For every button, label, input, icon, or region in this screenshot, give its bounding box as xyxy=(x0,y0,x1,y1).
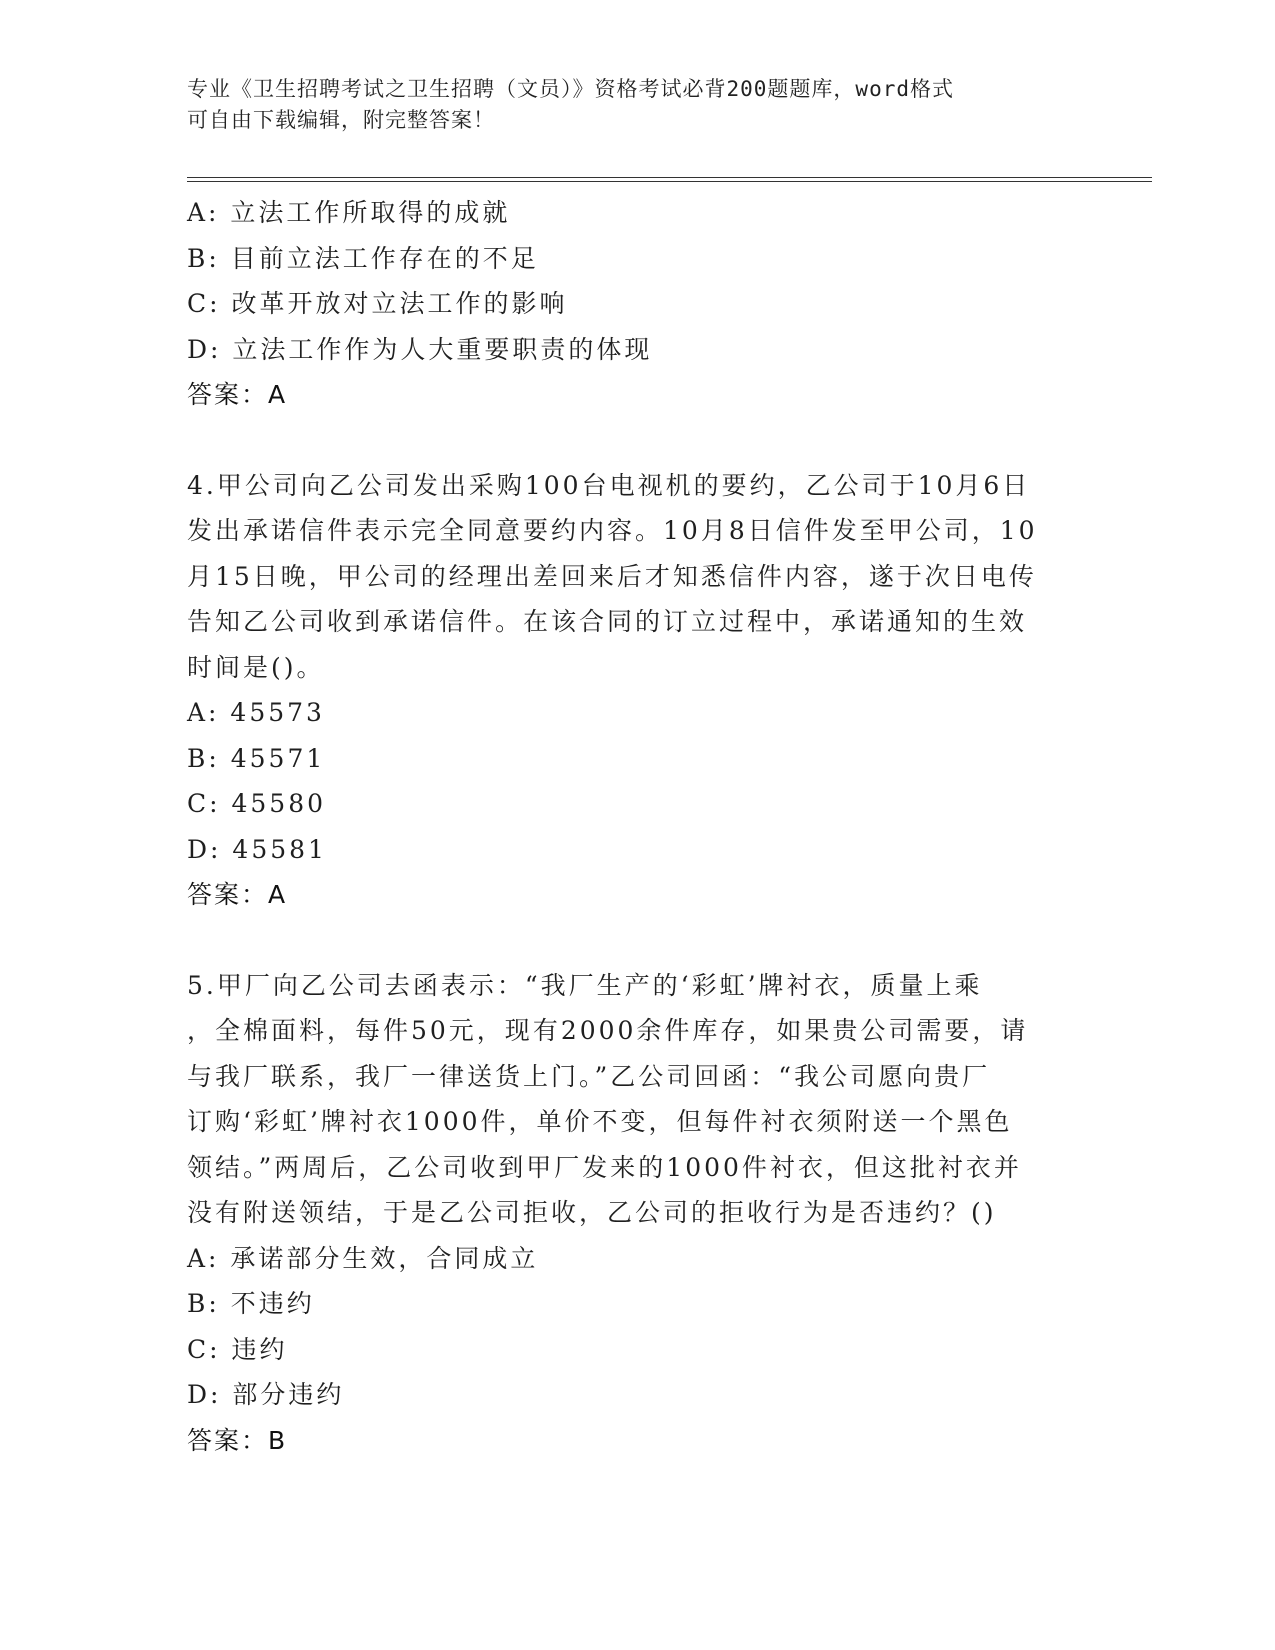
option-a: A: 45573 xyxy=(187,698,325,727)
spacer xyxy=(187,918,1077,963)
document-header xyxy=(187,74,1067,136)
question-5-line: 没有附送领结，于是乙公司拒收，乙公司的拒收行为是否违约？() xyxy=(187,1198,997,1227)
question-4-options xyxy=(187,690,1077,872)
option-d: D: 45581 xyxy=(187,834,327,864)
option-c: C: 45580 xyxy=(187,789,327,818)
document-body xyxy=(187,190,1077,1463)
header-line-2: 可自由下载编辑，附完整答案！ xyxy=(187,108,495,132)
question-4-stem xyxy=(187,463,1067,691)
option-c: C: 改革开放对立法工作的影响 xyxy=(187,289,568,318)
option-b: B: 45571 xyxy=(187,743,326,773)
option-a: A: 立法工作所取得的成就 xyxy=(187,198,511,227)
question-5-line: 订购‘彩虹’牌衬衣1000件，单价不变，但每件衬衣须附送一个黑色 xyxy=(187,1107,1013,1136)
question-3-options xyxy=(187,190,1077,372)
option-c: C: 违约 xyxy=(187,1334,288,1364)
header-line-1: 专业《卫生招聘考试之卫生招聘（文员）》资格考试必背200题题库，word格式 xyxy=(187,77,954,101)
option-d: D: 部分违约 xyxy=(187,1380,345,1409)
question-5-answer: 答案：B xyxy=(187,1425,288,1455)
question-4-line: 时间是()。 xyxy=(187,652,325,682)
question-5-line: 5.甲厂向乙公司去函表示：“我厂生产的‘彩虹’牌衬衣，质量上乘 xyxy=(187,970,983,1000)
option-b: B: 不违约 xyxy=(187,1289,315,1318)
question-5-stem xyxy=(187,963,1067,1236)
header-divider-bottom xyxy=(187,181,1152,182)
option-b: B: 目前立法工作存在的不足 xyxy=(187,243,539,273)
spacer xyxy=(187,418,1077,463)
question-5-options xyxy=(187,1236,1077,1418)
option-d: D: 立法工作作为人大重要职责的体现 xyxy=(187,334,653,364)
header-divider-top xyxy=(187,177,1152,178)
question-4-line: 发出承诺信件表示完全同意要约内容。10月8日信件发至甲公司，10 xyxy=(187,516,1038,545)
option-a: A: 承诺部分生效，合同成立 xyxy=(187,1243,539,1273)
question-4-line: 月15日晚，甲公司的经理出差回来后才知悉信件内容，遂于次日电传 xyxy=(187,561,1037,591)
question-5-line: ，全棉面料，每件50元，现有2000余件库存，如果贵公司需要，请 xyxy=(187,1016,1029,1045)
question-4-answer: 答案：A xyxy=(187,880,288,909)
question-4-line: 告知乙公司收到承诺信件。在该合同的订立过程中，承诺通知的生效 xyxy=(187,607,1028,636)
question-5-line: 与我厂联系，我厂一律送货上门。”乙公司回函：“我公司愿向贵厂 xyxy=(187,1061,991,1091)
question-4-line: 4.甲公司向乙公司发出采购100台电视机的要约，乙公司于10月6日 xyxy=(187,470,1031,500)
question-3-answer: 答案：A xyxy=(187,380,288,409)
question-5-line: 领结。”两周后，乙公司收到甲厂发来的1000件衬衣，但这批衬衣并 xyxy=(187,1152,1022,1182)
